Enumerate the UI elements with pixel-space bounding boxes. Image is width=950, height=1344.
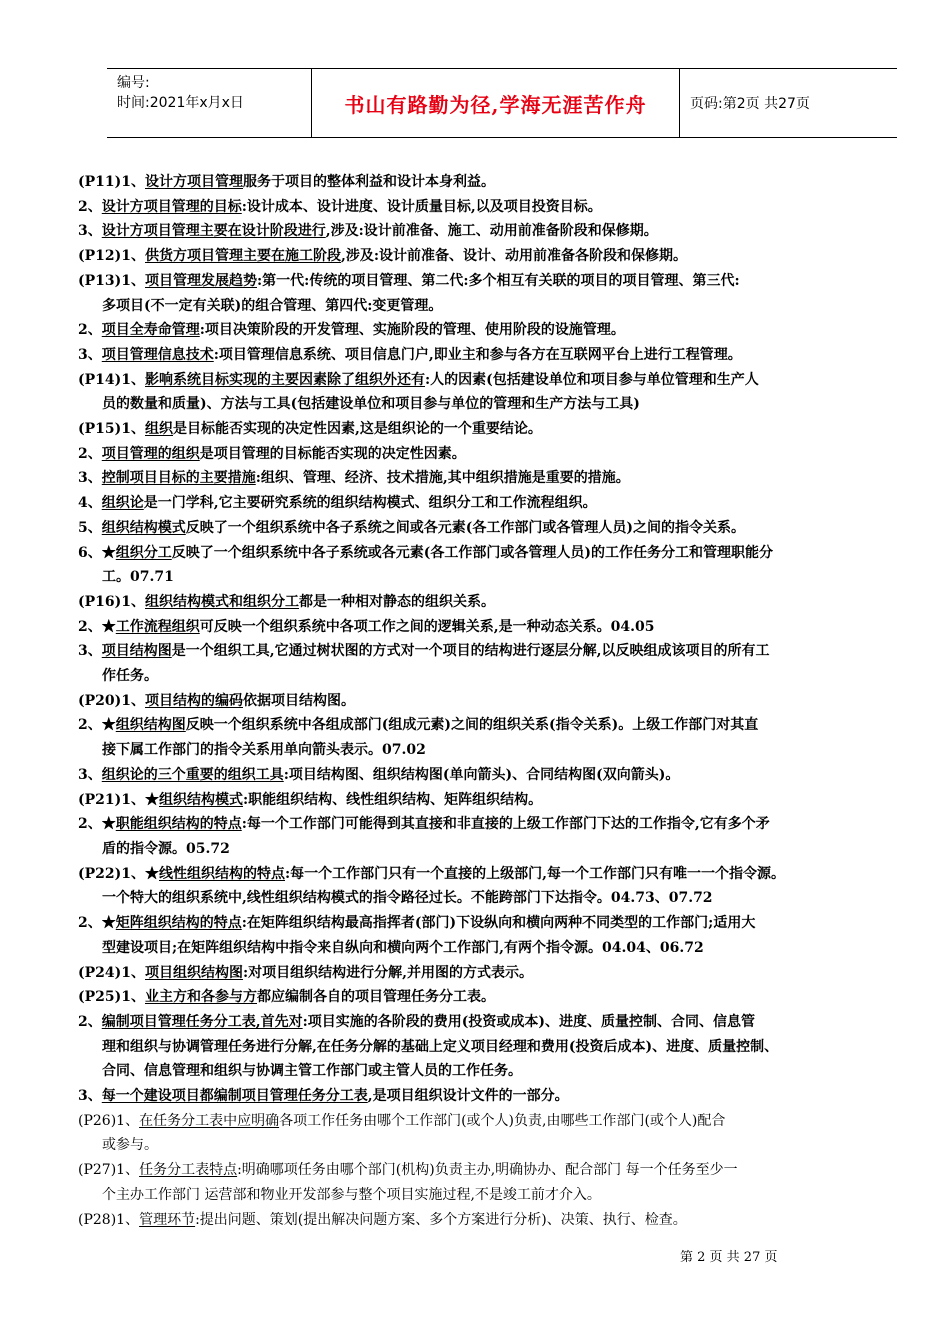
text-line xyxy=(78,269,930,294)
text-line xyxy=(78,615,930,640)
text-segment: (P12)1、 xyxy=(78,248,145,265)
text-segment: 2、 xyxy=(78,198,102,215)
text-segment: 反映一个组织系统中各组成部门(组成元素)之间的组织关系(指令关系)。上级工作部门对其直 xyxy=(185,717,759,734)
text-segment: 盾的指令源。05.72 xyxy=(102,840,230,857)
text-segment: 6、★ xyxy=(78,544,116,561)
text-line xyxy=(78,738,930,763)
text-line xyxy=(78,1208,930,1233)
underlined-term: 项目结构图 xyxy=(101,643,172,660)
header-page-number: 页码:第2页 共27页 xyxy=(690,96,810,112)
text-line xyxy=(78,442,930,467)
underlined-term: 设计方项目管理主要在设计阶段进行 xyxy=(101,223,326,240)
text-segment: (P28)1、 xyxy=(78,1211,140,1228)
text-segment: :项目决策阶段的开发管理、实施阶段的管理、使用阶段的设施管理。 xyxy=(199,322,625,339)
document-body xyxy=(78,170,930,1232)
text-segment: 是项目管理的目标能否实现的决定性因素。 xyxy=(199,445,466,462)
text-line xyxy=(78,318,930,343)
text-segment: 依据项目结构图。 xyxy=(243,692,355,709)
text-segment: :人的因素(包括建设单位和项目参与单位管理和生产人 xyxy=(425,371,759,388)
underlined-term: 项目管理信息技术 xyxy=(101,346,214,363)
text-segment: :对项目组织结构进行分解,并用图的方式表示。 xyxy=(243,964,534,981)
underlined-term: 管理环节 xyxy=(139,1211,196,1228)
text-segment: 3、 xyxy=(78,346,102,363)
underlined-term: 供货方项目管理主要在施工阶段 xyxy=(145,248,341,265)
text-segment: :设计成本、设计进度、设计质量目标,以及项目投资目标。 xyxy=(241,198,602,215)
underlined-term: 影响系统目标实现的主要因素除了组织外还有 xyxy=(145,371,425,388)
text-line xyxy=(78,244,930,269)
text-segment: :每一个工作部门可能得到其直接和非直接的上级工作部门下达的工作指令,它有多个矛 xyxy=(241,816,770,833)
underlined-term: 编制项目管理任务分工表,首先对 xyxy=(101,1013,303,1030)
text-line xyxy=(78,1109,930,1134)
text-line xyxy=(78,466,930,491)
text-line xyxy=(78,294,930,319)
underlined-term: 项目管理发展趋势 xyxy=(145,272,257,289)
text-line xyxy=(78,565,930,590)
text-line xyxy=(78,812,930,837)
page-header xyxy=(107,68,897,138)
text-segment: 接下属工作部门的指令关系用单向箭头表示。07.02 xyxy=(102,742,426,759)
text-segment: :提出问题、策划(提出解决问题方案、多个方案进行分析)、决策、执行、检查。 xyxy=(195,1211,687,1228)
text-segment: 作任务。 xyxy=(102,668,158,685)
text-segment: 5、 xyxy=(78,519,102,536)
underlined-term: 组织论 xyxy=(101,495,144,512)
text-segment: :在矩阵组织结构最高指挥者(部门)下设纵向和横向两种不同类型的工作部门;适用大 xyxy=(241,915,756,932)
underlined-term: 组织结构图 xyxy=(115,717,186,734)
text-segment: 是一个组织工具,它通过树状图的方式对一个项目的结构进行逐层分解,以反映组成该项目的所有工 xyxy=(171,643,770,660)
text-line xyxy=(78,1035,930,1060)
text-segment: 2、 xyxy=(78,322,102,339)
text-segment: 合同、信息管理和组织与协调主管工作部门或主管人员的工作任务。 xyxy=(102,1063,522,1080)
text-segment: 个主办工作部门 运营部和物业开发部参与整个项目实施过程,不是竣工前才介入。 xyxy=(102,1186,601,1203)
header-meta xyxy=(107,69,312,137)
text-segment: 2、 xyxy=(78,1013,102,1030)
text-segment: 可反映一个组织系统中各项工作之间的逻辑关系,是一种动态关系。04.05 xyxy=(199,618,655,635)
text-line xyxy=(78,664,930,689)
text-line xyxy=(78,170,930,195)
text-segment: 员的数量和质量)、方法与工具(包括建设单位和项目参与单位的管理和生产方法与工具) xyxy=(102,396,640,413)
text-line xyxy=(78,936,930,961)
text-line xyxy=(78,886,930,911)
underlined-term: 项目结构的编码 xyxy=(145,692,243,709)
text-segment: 2、★ xyxy=(78,717,116,734)
text-segment: (P27)1、 xyxy=(78,1162,140,1179)
text-segment: ,涉及:设计前准备、施工、动用前准备阶段和保修期。 xyxy=(325,223,658,240)
text-line xyxy=(78,788,930,813)
text-segment: :职能组织结构、线性组织结构、矩阵组织结构。 xyxy=(243,791,543,808)
text-segment: (P24)1、 xyxy=(78,964,145,981)
underlined-term: 项目管理的组织 xyxy=(101,445,200,462)
text-segment: 2、 xyxy=(78,445,102,462)
text-segment: (P21)1、★ xyxy=(78,791,159,808)
text-segment: :每一个工作部门只有一个直接的上级部门,每一个工作部门只有唯一一个指令源。 xyxy=(285,865,786,882)
text-line xyxy=(78,837,930,862)
text-segment: 2、★ xyxy=(78,618,116,635)
text-line xyxy=(78,1084,930,1109)
text-segment: (P16)1、 xyxy=(78,593,145,610)
text-line xyxy=(78,219,930,244)
text-segment: 3、 xyxy=(78,223,102,240)
underlined-term: 业主方和各参与方 xyxy=(145,989,257,1006)
text-segment: (P25)1、 xyxy=(78,989,145,1006)
text-line xyxy=(78,1183,930,1208)
text-line xyxy=(78,1059,930,1084)
page-footer: 第 2 页 共 27 页 xyxy=(680,1250,778,1265)
text-segment: 服务于项目的整体利益和设计本身利益。 xyxy=(243,174,495,190)
text-segment: (P26)1、 xyxy=(78,1112,140,1129)
text-segment: :项目实施的各阶段的费用(投资或成本)、进度、质量控制、合同、信息管 xyxy=(302,1013,756,1030)
text-line xyxy=(78,417,930,442)
text-line xyxy=(78,1010,930,1035)
underlined-term: 组织结构模式 xyxy=(159,791,243,808)
underlined-term: 组织论的三个重要的组织工具 xyxy=(101,766,284,783)
text-line xyxy=(78,590,930,615)
text-line xyxy=(78,343,930,368)
number-label: 编号: xyxy=(117,75,150,91)
text-segment: :明确哪项任务由哪个部门(机构)负责主办,明确协办、配合部门 每一个任务至少一 xyxy=(237,1162,738,1179)
underlined-term: 工作流程组织 xyxy=(115,618,200,635)
text-segment: 是一门学科,它主要研究系统的组织结构模式、组织分工和工作流程组织。 xyxy=(143,495,597,512)
text-segment: :第一代:传统的项目管理、第二代:多个相互有关联的项目的项目管理、第三代: xyxy=(257,272,740,289)
text-segment: 各项工作任务由哪个工作部门(或个人)负责,由哪些工作部门(或个人)配合 xyxy=(279,1112,726,1129)
underlined-term: 组织 xyxy=(145,421,173,438)
underlined-term: 矩阵组织结构的特点 xyxy=(115,915,242,932)
text-line xyxy=(78,1158,930,1183)
text-segment: :项目结构图、组织结构图(单向箭头)、合同结构图(双向箭头)。 xyxy=(283,766,680,783)
underlined-term: 设计方项目管理的目标 xyxy=(101,198,242,215)
text-line xyxy=(78,195,930,220)
header-motto: 书山有路勤为径,学海无涯苦作舟 xyxy=(312,69,680,137)
text-segment: 理和组织与协调管理任务进行分解,在任务分解的基础上定义项目经理和费用(投资后成本)、进度、质量控制、 xyxy=(102,1038,779,1055)
text-segment: (P15)1、 xyxy=(78,421,145,438)
text-segment: (P22)1、★ xyxy=(78,865,159,882)
text-line xyxy=(78,763,930,788)
text-segment: 反映了一个组织系统中各子系统或各元素(各工作部门或各管理人员)的工作任务分工和管理职能分 xyxy=(171,544,773,561)
underlined-term: 每一个建设项目都编制项目管理任务分工表 xyxy=(101,1088,368,1105)
text-segment: 3、 xyxy=(78,643,102,660)
text-line xyxy=(78,862,930,887)
text-line xyxy=(78,689,930,714)
text-segment: 反映了一个组织系统中各子系统之间或各元素(各工作部门或各管理人员)之间的指令关系。 xyxy=(185,519,745,536)
underlined-term: 项目全寿命管理 xyxy=(101,322,200,339)
underlined-term: 组织分工 xyxy=(115,544,172,561)
underlined-term: 组织结构模式 xyxy=(101,519,186,536)
text-segment: :项目管理信息系统、项目信息门户,即业主和参与各方在互联网平台上进行工程管理。 xyxy=(213,346,742,363)
text-line xyxy=(78,368,930,393)
text-segment: 都是一种相对静态的组织关系。 xyxy=(299,593,495,610)
text-line xyxy=(78,961,930,986)
text-line xyxy=(78,639,930,664)
text-line xyxy=(78,985,930,1010)
text-segment: 型建设项目;在矩阵组织结构中指令来自纵向和横向两个工作部门,有两个指令源。04.04、06.72 xyxy=(102,939,704,956)
text-segment: 都应编制各自的项目管理任务分工表。 xyxy=(257,989,495,1006)
underlined-term: 组织结构模式和组织分工 xyxy=(145,593,299,610)
text-segment: (P20)1、 xyxy=(78,692,145,709)
text-segment: ,涉及:设计前准备、设计、动用前准备各阶段和保修期。 xyxy=(341,248,688,265)
underlined-term: 线性组织结构的特点 xyxy=(159,865,285,882)
text-segment: 3、 xyxy=(78,1088,102,1105)
text-segment: 工。07.71 xyxy=(102,569,174,586)
text-line xyxy=(78,911,930,936)
underlined-term: 任务分工表特点 xyxy=(139,1162,238,1179)
text-segment: 一个特大的组织系统中,线性组织结构模式的指令路径过长。不能跨部门下达指令。04.73、07.72 xyxy=(102,890,713,907)
text-segment: (P11)1、 xyxy=(78,174,145,190)
text-segment: 或参与。 xyxy=(102,1137,158,1154)
text-segment: (P14)1、 xyxy=(78,371,145,388)
text-line xyxy=(78,1133,930,1158)
text-line xyxy=(78,541,930,566)
text-segment: :组织、管理、经济、技术措施,其中组织措施是重要的措施。 xyxy=(255,470,630,487)
text-line xyxy=(78,516,930,541)
text-segment: 4、 xyxy=(78,495,102,512)
text-line xyxy=(78,491,930,516)
underlined-term: 项目组织结构图 xyxy=(145,964,243,981)
text-segment: 3、 xyxy=(78,766,102,783)
underlined-term: 控制项目目标的主要措施 xyxy=(101,470,256,487)
text-segment: 3、 xyxy=(78,470,102,487)
time-label: 时间:2021年x月x日 xyxy=(117,95,244,111)
text-segment: (P13)1、 xyxy=(78,272,145,289)
text-segment: 是目标能否实现的决定性因素,这是组织论的一个重要结论。 xyxy=(173,421,542,438)
text-line xyxy=(78,392,930,417)
underlined-term: 职能组织结构的特点 xyxy=(115,816,242,833)
text-segment: ,是项目组织设计文件的一部分。 xyxy=(367,1088,569,1105)
underlined-term: 在任务分工表中应明确 xyxy=(139,1112,280,1129)
text-segment: 2、★ xyxy=(78,915,116,932)
text-segment: 多项目(不一定有关联)的组合管理、第四代:变更管理。 xyxy=(102,297,443,314)
underlined-term: 设计方项目管理 xyxy=(145,174,243,190)
text-line xyxy=(78,713,930,738)
text-segment: 2、★ xyxy=(78,816,116,833)
